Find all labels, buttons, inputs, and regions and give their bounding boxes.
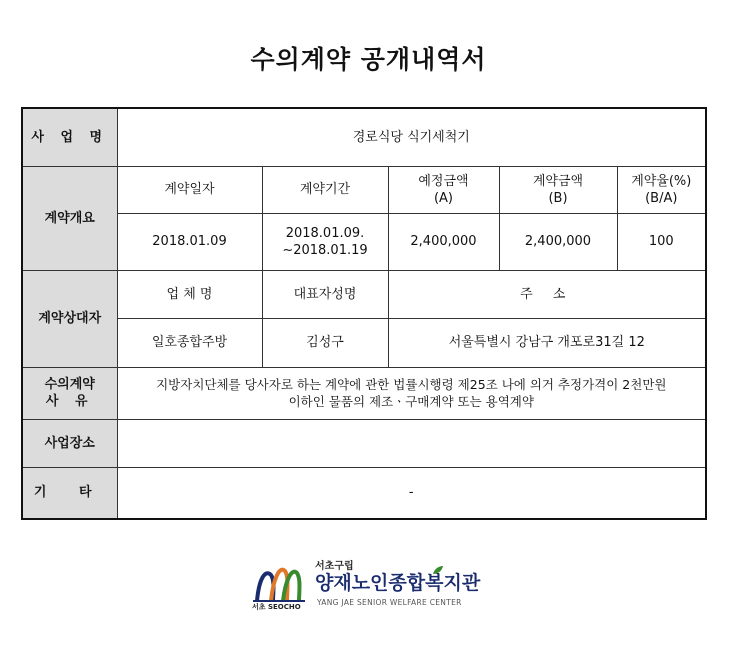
header-contract-date-text: 계약일자: [164, 182, 215, 197]
representative-value: 김성구: [262, 318, 388, 367]
business-name-value: 경로식당 식기세척기: [117, 108, 706, 166]
contract-rate-value: 100: [617, 213, 706, 270]
contract-overview-label: 계약개요: [22, 166, 117, 270]
header-estimated-amount: [388, 166, 499, 213]
header-contract-amount-text: 계약금액: [532, 173, 584, 189]
header-estimated-amount-sub: (A): [433, 190, 454, 206]
etc-value: -: [117, 467, 706, 519]
counterparty-label: 계약상대자: [22, 270, 117, 367]
reason-value: [117, 367, 706, 419]
contract-disclosure-table: [21, 107, 707, 520]
header-contract-rate: [617, 166, 706, 213]
header-contract-date: [117, 166, 262, 213]
contract-period-value: [262, 213, 388, 270]
logo-english-name: YANG JAE SENIOR WELFARE CENTER: [317, 598, 462, 607]
contract-period-end: ~2018.01.19: [282, 242, 368, 258]
address-value: 서울특별시 강남구 개포로31길 12: [388, 318, 706, 367]
header-estimated-amount-text: 예정금액: [418, 173, 469, 189]
site-value: [117, 419, 706, 467]
contract-date-value: 2018.01.09: [117, 213, 262, 270]
header-contract-rate-sub: (B/A): [645, 190, 678, 206]
reason-text-line2: 이하인 물품의 제조ㆍ구매계약 또는 용역계약: [288, 394, 534, 409]
header-company-name: 업 체 명: [117, 270, 262, 318]
document-title: 수의계약 공개내역서: [250, 45, 487, 74]
etc-label: 기 타: [22, 467, 117, 519]
header-contract-amount-sub: (B): [548, 190, 568, 206]
logo-district: 서초구립: [315, 561, 354, 572]
leaf-icon: [432, 565, 444, 575]
contract-amount-value: 2,400,000: [499, 213, 617, 270]
header-contract-rate-text: 계약율(%): [631, 173, 692, 189]
reason-text-line1: 지방자치단체를 당사자로 하는 계약에 관한 법률시행령 제25조 나에 의거 추정가격이 2천만원: [156, 377, 667, 392]
logo-center-name: 양재노인종합복지관: [315, 572, 481, 594]
reason-label: [22, 367, 117, 419]
contract-period-start: 2018.01.09.: [285, 225, 365, 241]
reason-label-line1: 수의계약: [44, 377, 95, 392]
welfare-center-logo: [249, 557, 489, 619]
header-contract-amount: [499, 166, 617, 213]
header-address: 주 소: [388, 270, 706, 318]
logo-emblem-icon: [249, 557, 311, 605]
business-name-label: 사 업 명: [22, 108, 117, 166]
company-name-value: 일호종합주방: [117, 318, 262, 367]
header-representative: 대표자성명: [262, 270, 388, 318]
logo-seocho-text: 서초 SEOCHO: [252, 603, 301, 611]
site-label: 사업장소: [22, 419, 117, 467]
header-contract-period: [262, 166, 388, 213]
estimated-amount-value: 2,400,000: [388, 213, 499, 270]
reason-label-line2: 사 유: [45, 394, 94, 409]
header-contract-period-text: 계약기간: [299, 182, 351, 197]
